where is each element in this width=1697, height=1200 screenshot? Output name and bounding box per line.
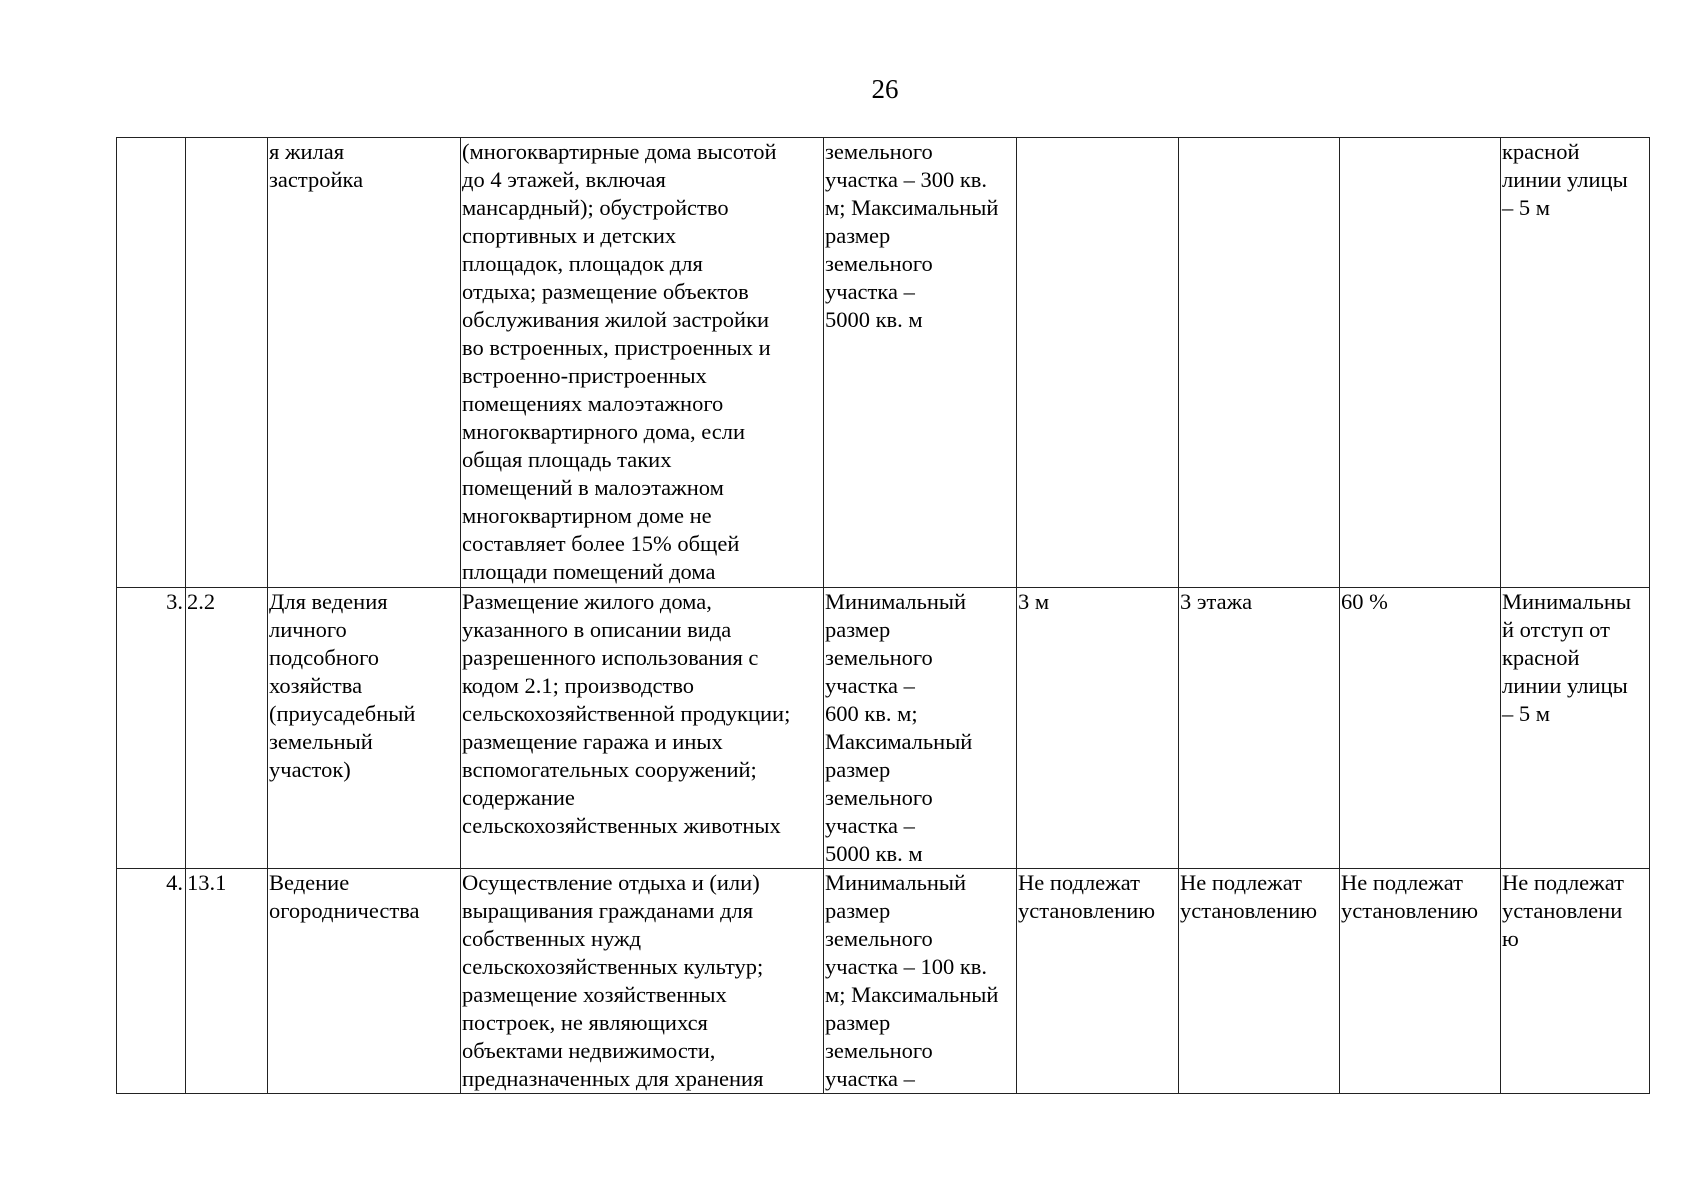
cell-text-line: огородничества bbox=[269, 898, 420, 923]
cell-use-description bbox=[461, 869, 824, 1094]
cell-text-line: размещение гаража и иных bbox=[462, 729, 723, 754]
cell-text-line: (многоквартирные дома высотой bbox=[462, 139, 777, 164]
cell-text-line: земельный bbox=[269, 729, 373, 754]
cell-text-line: красной bbox=[1502, 139, 1580, 164]
cell-text-line: многоквартирном доме не bbox=[462, 503, 712, 528]
cell-text-line: участка – bbox=[825, 279, 915, 304]
cell-text-line: участок) bbox=[269, 757, 351, 782]
cell-text-line: разрешенного использования с bbox=[462, 645, 759, 670]
table-row bbox=[117, 588, 1650, 869]
cell-text-line: размер bbox=[825, 1010, 891, 1035]
cell-text-line: – 5 м bbox=[1502, 701, 1550, 726]
cell-text-line: 3 этажа bbox=[1180, 589, 1253, 614]
cell-text-line: установлению bbox=[1180, 898, 1318, 923]
cell-text-line: подсобного bbox=[269, 645, 379, 670]
cell-text-line: 600 кв. м; bbox=[825, 701, 918, 726]
cell-text-line: многоквартирного дома, если bbox=[462, 419, 745, 444]
cell-text-line: ю bbox=[1502, 926, 1519, 951]
cell-text-line: отдыха; размещение объектов bbox=[462, 279, 749, 304]
cell-text-line: построек, не являющихся bbox=[462, 1010, 708, 1035]
cell-text-line: участка – bbox=[825, 673, 915, 698]
cell-min-setback bbox=[1017, 588, 1179, 869]
cell-text-line: земельного bbox=[825, 251, 933, 276]
cell-text-line: сельскохозяйственных культур; bbox=[462, 954, 764, 979]
cell-text-line: содержание bbox=[462, 785, 575, 810]
cell-text-line: установлению bbox=[1341, 898, 1479, 923]
cell-text-line: м; Максимальный bbox=[825, 982, 999, 1007]
cell-red-line-setback bbox=[1501, 588, 1650, 869]
cell-text-line: выращивания гражданами для bbox=[462, 898, 754, 923]
cell-text-line: Максимальный bbox=[825, 729, 973, 754]
cell-red-line-setback bbox=[1501, 869, 1650, 1094]
cell-text-line: земельного bbox=[825, 1038, 933, 1063]
cell-text-line: 60 % bbox=[1341, 589, 1388, 614]
cell-text-line: площади помещений дома bbox=[462, 559, 716, 584]
cell-text-line: вспомогательных сооружений; bbox=[462, 757, 757, 782]
cell-max-floors bbox=[1179, 869, 1340, 1094]
cell-text-line: предназначенных для хранения bbox=[462, 1066, 764, 1091]
page-number: 26 bbox=[871, 74, 899, 104]
cell-text-line: размер bbox=[825, 757, 891, 782]
cell-text-line: й отступ от bbox=[1502, 617, 1610, 642]
cell-text-line: Ведение bbox=[269, 870, 350, 895]
cell-text-line: Минимальный bbox=[825, 589, 967, 614]
cell-text-line: спортивных и детских bbox=[462, 223, 677, 248]
cell-text-line: Не подлежат bbox=[1018, 870, 1140, 895]
cell-text-line: встроенно-пристроенных bbox=[462, 363, 707, 388]
cell-use-description bbox=[461, 588, 824, 869]
cell-text-line: Не подлежат bbox=[1341, 870, 1463, 895]
cell-text-line: Минимальны bbox=[1502, 589, 1632, 614]
cell-text-line: Для ведения bbox=[269, 589, 388, 614]
cell-row-number: 4. bbox=[117, 869, 186, 1094]
cell-text-line: установлению bbox=[1018, 898, 1156, 923]
cell-text-line: Размещение жилого дома, bbox=[462, 589, 712, 614]
cell-use-name bbox=[268, 869, 461, 1094]
cell-text-line: общая площадь таких bbox=[462, 447, 672, 472]
cell-text-line: (приусадебный bbox=[269, 701, 416, 726]
cell-text-line: размещение хозяйственных bbox=[462, 982, 727, 1007]
cell-text-line: площадок, площадок для bbox=[462, 251, 703, 276]
cell-plot-size bbox=[824, 138, 1017, 588]
cell-text-line: личного bbox=[269, 617, 347, 642]
cell-use-code bbox=[186, 138, 268, 588]
cell-text-line: красной bbox=[1502, 645, 1580, 670]
table-row bbox=[117, 869, 1650, 1094]
cell-red-line-setback bbox=[1501, 138, 1650, 588]
cell-text-line: размер bbox=[825, 617, 891, 642]
cell-text-line: Осуществление отдыха и (или) bbox=[462, 870, 760, 895]
cell-max-floors bbox=[1179, 138, 1340, 588]
cell-use-code: 13.1 bbox=[186, 869, 268, 1094]
cell-text-line: – 5 м bbox=[1502, 195, 1550, 220]
cell-text-line: Не подлежат bbox=[1180, 870, 1302, 895]
cell-min-setback bbox=[1017, 869, 1179, 1094]
cell-plot-size bbox=[824, 588, 1017, 869]
cell-max-coverage bbox=[1340, 869, 1501, 1094]
cell-use-description bbox=[461, 138, 824, 588]
cell-max-coverage bbox=[1340, 138, 1501, 588]
cell-text-line: Минимальный bbox=[825, 870, 967, 895]
cell-use-code: 2.2 bbox=[186, 588, 268, 869]
cell-text-line: кодом 2.1; производство bbox=[462, 673, 695, 698]
cell-text-line: размер bbox=[825, 223, 891, 248]
cell-plot-size bbox=[824, 869, 1017, 1094]
cell-text-line: 5000 кв. м bbox=[825, 307, 923, 332]
cell-text-line: участка – 300 кв. bbox=[825, 167, 988, 192]
cell-text-line: линии улицы bbox=[1502, 673, 1628, 698]
cell-text-line: обслуживания жилой застройки bbox=[462, 307, 770, 332]
cell-text-line: участка – 100 кв. bbox=[825, 954, 988, 979]
cell-text-line: Не подлежат bbox=[1502, 870, 1624, 895]
cell-text-line: участка – bbox=[825, 813, 915, 838]
cell-text-line: 5000 кв. м bbox=[825, 841, 923, 866]
cell-text-line: собственных нужд bbox=[462, 926, 642, 951]
cell-text-line: установлени bbox=[1502, 898, 1623, 923]
cell-text-line: я жилая bbox=[269, 139, 345, 164]
cell-max-coverage bbox=[1340, 588, 1501, 869]
cell-text-line: помещениях малоэтажного bbox=[462, 391, 724, 416]
cell-text-line: застройка bbox=[269, 167, 364, 192]
cell-text-line: составляет более 15% общей bbox=[462, 531, 740, 556]
cell-text-line: м; Максимальный bbox=[825, 195, 999, 220]
zoning-table bbox=[116, 137, 1650, 1094]
table-row bbox=[117, 138, 1650, 588]
cell-text-line: помещений в малоэтажном bbox=[462, 475, 724, 500]
cell-text-line: мансардный); обустройство bbox=[462, 195, 729, 220]
cell-max-floors bbox=[1179, 588, 1340, 869]
cell-use-name bbox=[268, 138, 461, 588]
cell-row-number bbox=[117, 138, 186, 588]
cell-use-name bbox=[268, 588, 461, 869]
cell-text-line: указанного в описании вида bbox=[462, 617, 732, 642]
cell-text-line: сельскохозяйственных животных bbox=[462, 813, 781, 838]
cell-text-line: до 4 этажей, включая bbox=[462, 167, 666, 192]
cell-text-line: земельного bbox=[825, 785, 933, 810]
cell-text-line: участка – bbox=[825, 1066, 915, 1091]
cell-text-line: размер bbox=[825, 898, 891, 923]
cell-text-line: во встроенных, пристроенных и bbox=[462, 335, 771, 360]
cell-text-line: хозяйства bbox=[269, 673, 363, 698]
cell-text-line: земельного bbox=[825, 645, 933, 670]
cell-text-line: объектами недвижимости, bbox=[462, 1038, 716, 1063]
cell-text-line: земельного bbox=[825, 926, 933, 951]
cell-text-line: линии улицы bbox=[1502, 167, 1628, 192]
cell-row-number: 3. bbox=[117, 588, 186, 869]
cell-min-setback bbox=[1017, 138, 1179, 588]
cell-text-line: сельскохозяйственной продукции; bbox=[462, 701, 791, 726]
cell-text-line: земельного bbox=[825, 139, 933, 164]
cell-text-line: 3 м bbox=[1018, 589, 1050, 614]
